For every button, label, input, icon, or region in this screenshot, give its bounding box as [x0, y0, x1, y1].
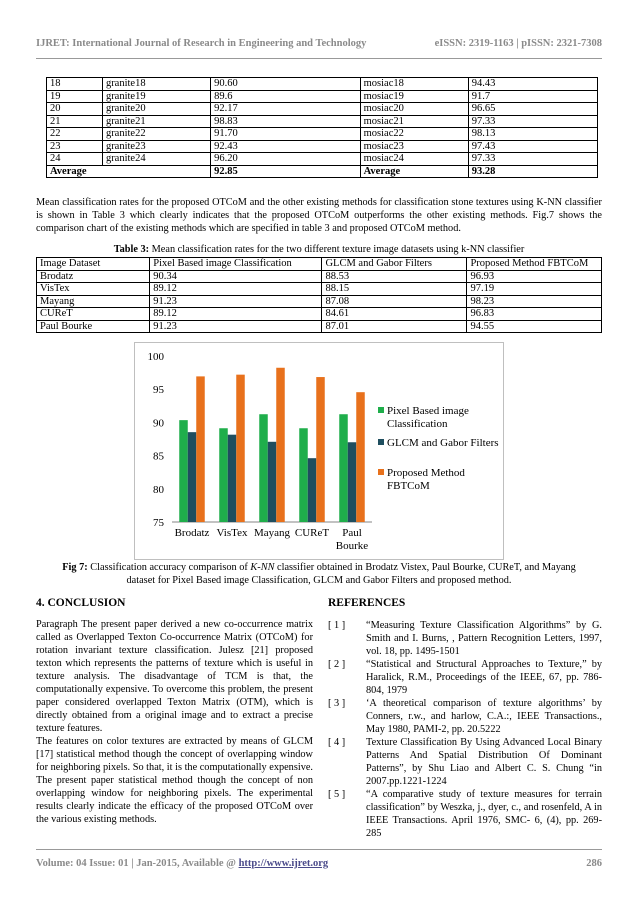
table-cell: 97.43: [468, 140, 597, 153]
table-cell: 23: [47, 140, 103, 153]
table-cell: granite22: [102, 128, 210, 141]
table3-caption-text: Mean classification rates for the two different texture image datasets using k-NN classifier: [149, 244, 525, 255]
table-cell: VisTex: [37, 283, 150, 296]
conclusion-paragraph-2: The features on color textures are extracted by means of GLCM [17] statistical method though the concept of overlapping window for neighboring pixels. So that, it is the computationally expensive. The present paper statistical method though the concept of non overlapping window for neighboring pixels. The experimental results clearly indicate the efficacy of the proposed OTCoM over the various existing methods.: [36, 736, 313, 825]
table3: [36, 257, 602, 333]
table-cell: 97.19: [467, 283, 602, 296]
table-cell: 92.43: [211, 140, 361, 153]
table-cell: 91.7: [468, 90, 597, 103]
legend-label: FBTCoM: [387, 480, 430, 492]
table-header-cell: Proposed Method FBTCoM: [467, 258, 602, 271]
table-cell: 22: [47, 128, 103, 141]
table-cell: mosiac18: [360, 78, 468, 91]
table-header-row: [37, 258, 602, 271]
table-cell: 90.60: [211, 78, 361, 91]
table-cell: granite23: [102, 140, 210, 153]
table-row: [47, 115, 598, 128]
table-cell: 92.85: [211, 165, 361, 178]
table-cell: 94.43: [468, 78, 597, 91]
table-cell: 94.55: [467, 320, 602, 333]
x-tick-label: CUReT: [294, 527, 330, 539]
table-cell: 98.13: [468, 128, 597, 141]
x-tick-label: Brodatz: [174, 527, 210, 539]
table-row: [47, 153, 598, 166]
table-cell: 98.23: [467, 295, 602, 308]
bar: [348, 442, 357, 522]
table-cell: 96.93: [467, 270, 602, 283]
bar: [316, 377, 325, 522]
running-header: [36, 38, 602, 49]
table-row: [37, 270, 602, 283]
table-cell: 96.83: [467, 308, 602, 321]
x-tick-label: Mayang: [253, 527, 291, 539]
figure-caption-knn: K-NN: [250, 562, 275, 573]
page-number: 286: [586, 858, 602, 869]
table-row: [47, 140, 598, 153]
x-tick-label: Bourke: [335, 540, 369, 552]
bar: [179, 420, 188, 522]
conclusion-paragraph-1: Paragraph The present paper derived a new co-occurrence matrix called as Overlapped Texton Co-occurrence Matrix (OTCoM) for rotation invariant texture classification. Julesz [21] proposed texton which represents the patterns of texture which is useful in texture analysis. The disadvantage of TCM is that, the computationally expensive. To overcome this problem, the present paper considered overlapped Texton Matrix (OTM), which is directly obtained from a original image and to extract a precise texture features.: [36, 619, 313, 734]
table-cell: mosiac20: [360, 103, 468, 116]
legend-label: Proposed Method: [387, 467, 465, 479]
table-header-cell: Image Dataset: [37, 258, 150, 271]
table-cell: 89.6: [211, 90, 361, 103]
table-cell: 89.12: [150, 283, 322, 296]
table-cell: 92.17: [211, 103, 361, 116]
running-footer: [36, 858, 602, 869]
table-cell: Brodatz: [37, 270, 150, 283]
table-cell: 97.33: [468, 115, 597, 128]
table-cell: 91.70: [211, 128, 361, 141]
table-cell: mosiac22: [360, 128, 468, 141]
reference-number: [ 3 ]: [328, 698, 346, 709]
table-cell: 96.20: [211, 153, 361, 166]
reference-text: “Statistical and Structural Approaches to Texture,” by Haralick, R.M., Proceedings of the IEEE, 67, pp. 786-804, 1979: [366, 659, 602, 696]
y-tick-label: 80: [153, 483, 164, 496]
reference-number: [ 1 ]: [328, 620, 346, 631]
bar: [339, 414, 348, 522]
table-cell: mosiac19: [360, 90, 468, 103]
table-row: [47, 78, 598, 91]
body-paragraph: Mean classification rates for the proposed OTCoM and the other existing methods for classification stone textures using K-NN classifier is shown in Table 3 which clearly indicates that the proposed OTCoM outperforms the other existing methods. Fig.7 shows the comparison chart of the existing methods which are specified in table 3 and proposed OTCoM method.: [36, 197, 602, 234]
figure-caption-text-1: Classification accuracy comparison of: [87, 562, 251, 573]
table-cell: Average: [360, 165, 468, 178]
bar: [356, 392, 365, 522]
table-row: [47, 90, 598, 103]
journal-link[interactable]: http://www.ijret.org: [238, 858, 329, 869]
table-header-cell: GLCM and Gabor Filters: [322, 258, 467, 271]
reference-number: [ 5 ]: [328, 789, 346, 800]
table-cell: 20: [47, 103, 103, 116]
table-cell: 98.83: [211, 115, 361, 128]
table-cell: Average: [47, 165, 211, 178]
table-cell: 88.53: [322, 270, 467, 283]
reference-text: Texture Classification By Using Advanced Local Binary Patterns And Spatial Distribution Of Dominant Patterns”, by Shu Liao and Albert C. S. Chung “in 2007.pp.1221-1224: [366, 737, 602, 787]
conclusion-title: 4. CONCLUSION: [36, 597, 126, 609]
table-cell: 90.34: [150, 270, 322, 283]
journal-title: IJRET: International Journal of Research in Engineering and Technology: [36, 38, 367, 49]
results-table-continued: [46, 77, 598, 178]
table-cell: 91.23: [150, 295, 322, 308]
table3-caption: [36, 243, 602, 256]
reference-number: [ 2 ]: [328, 659, 346, 670]
table-header-cell: Pixel Based image Classification: [150, 258, 322, 271]
reference-text: “Measuring Texture Classification Algorithms” by G. Smith and I. Burns, , Pattern Recognition Letters, 1997, vol. 18, pp. 1495-1501: [366, 620, 602, 657]
legend-swatch: [378, 469, 384, 475]
table-cell: 89.12: [150, 308, 322, 321]
bar: [276, 368, 285, 522]
figure-caption-text-2: classifier obtained in Brodatz Vistex, Paul Bourke, CUReT, and Mayang dataset for Pixel Based image Classification, GLCM and Gabor Filters and proposed method.: [126, 562, 576, 586]
y-tick-label: 100: [147, 351, 164, 363]
table-cell: Paul Bourke: [37, 320, 150, 333]
table-cell: Mayang: [37, 295, 150, 308]
table-cell: 24: [47, 153, 103, 166]
legend-label: Pixel Based image: [387, 405, 469, 417]
table-cell: granite20: [102, 103, 210, 116]
bar: [196, 376, 205, 522]
table-cell: 18: [47, 78, 103, 91]
header-rule: [36, 58, 602, 59]
table-cell: CUReT: [37, 308, 150, 321]
x-tick-label: VisTex: [216, 527, 248, 539]
footer-rule: [36, 849, 602, 850]
table-row: [37, 283, 602, 296]
bar: [299, 428, 308, 522]
bar: [236, 375, 245, 522]
y-tick-label: 90: [153, 417, 164, 430]
y-tick-label: 95: [153, 384, 164, 397]
table-row: [47, 128, 598, 141]
table-cell: 97.33: [468, 153, 597, 166]
table-row: [37, 308, 602, 321]
table-cell: mosiac21: [360, 115, 468, 128]
figure-caption: [52, 561, 586, 587]
table-cell: 88.15: [322, 283, 467, 296]
reference-text: ‘A theoretical comparison of texture algorithms’ by Conners, r.w., and harlow, C.A.:, IEEE Transactions., May 1980, PAMI-2, pp. 20.5222: [366, 698, 602, 735]
bar: [228, 435, 237, 522]
legend-swatch: [378, 439, 384, 445]
table-cell: 84.61: [322, 308, 467, 321]
table-row: [37, 295, 602, 308]
reference-number: [ 4 ]: [328, 737, 346, 748]
issn: eISSN: 2319-1163 | pISSN: 2321-7308: [434, 38, 602, 49]
figure-caption-label: Fig 7:: [62, 562, 88, 573]
table-cell: granite18: [102, 78, 210, 91]
x-tick-label: Paul: [342, 527, 362, 539]
table-cell: mosiac23: [360, 140, 468, 153]
legend-swatch: [378, 407, 384, 413]
legend-label: GLCM and Gabor Filters: [387, 437, 499, 449]
table-row: [47, 103, 598, 116]
bar: [308, 458, 317, 522]
table-cell: 21: [47, 115, 103, 128]
footer-volume: Volume: 04 Issue: 01 | Jan-2015, Available @: [36, 858, 239, 869]
bar: [259, 414, 268, 522]
references-title: REFERENCES: [328, 597, 406, 609]
table-cell: granite24: [102, 153, 210, 166]
y-tick-label: 85: [153, 450, 164, 463]
y-tick-label: 75: [153, 517, 164, 529]
table-row: [37, 320, 602, 333]
table-cell: granite19: [102, 90, 210, 103]
bar: [188, 432, 197, 522]
bar: [219, 428, 228, 522]
table-cell: 96.65: [468, 103, 597, 116]
reference-text: “A comparative study of texture measures for terrain classification” by Weszka, j., dyer, c., and rosenfeld, A in IEEE Transactions. April 1976, SMC- 6, (4), pp. 269-285: [366, 789, 602, 839]
table-cell: 91.23: [150, 320, 322, 333]
bar: [268, 442, 277, 522]
table-cell: granite21: [102, 115, 210, 128]
table-cell: mosiac24: [360, 153, 468, 166]
fig7-chart: [134, 342, 504, 560]
table-cell: 19: [47, 90, 103, 103]
table3-caption-label: Table 3:: [113, 244, 150, 255]
table-cell: 93.28: [468, 165, 597, 178]
table-average-row: [47, 165, 598, 178]
table-cell: 87.01: [322, 320, 467, 333]
table-cell: 87.08: [322, 295, 467, 308]
legend-label: Classification: [387, 418, 448, 430]
